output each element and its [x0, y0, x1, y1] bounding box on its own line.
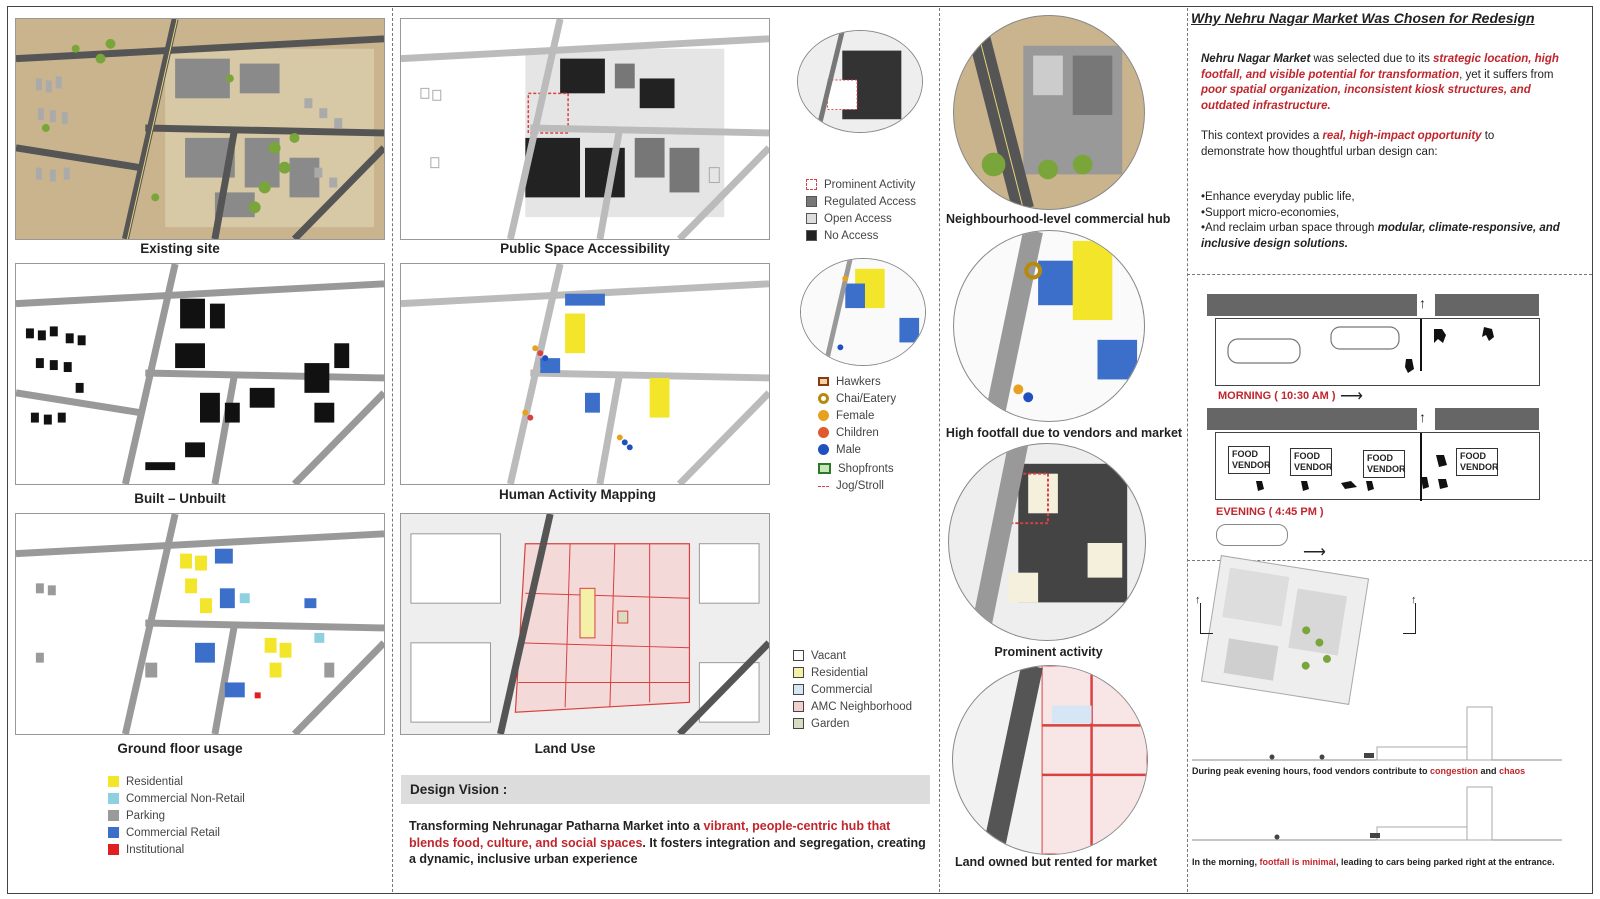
design-vision-text: Transforming Nehrunagar Patharna Market into a vibrant, people-centric hub that blends food, culture, and social spaces. It fosters integration and segregation, creating a dynamic, inclusive urban experience: [409, 819, 926, 866]
legend-item: Chai/Eatery: [818, 390, 896, 407]
legend-item: Male: [818, 441, 896, 458]
section-evening: [1192, 705, 1562, 765]
arrow-right-icon: ⟶: [1340, 388, 1363, 405]
caption-public-space: Public Space Accessibility: [500, 241, 670, 256]
food-vendor-stall: FOOD VENDOR: [1456, 448, 1498, 476]
connector-line: [1403, 603, 1416, 634]
legend-swatch: [806, 230, 817, 241]
legend-item: Commercial Non-Retail: [108, 790, 245, 807]
jog-line-icon: [818, 486, 829, 487]
circle-commercial-hub: [953, 15, 1145, 210]
activity-legend: [818, 373, 896, 494]
legend-swatch: [793, 701, 804, 712]
legend-item: Hawkers: [818, 373, 896, 390]
legend-item: Residential: [793, 664, 912, 681]
building-block: [1207, 408, 1417, 430]
legend-item: Female: [818, 407, 896, 424]
legend-swatch: [108, 827, 119, 838]
arrow-right-icon: ⟶: [1303, 544, 1326, 561]
land-use-legend: [793, 647, 912, 732]
arrow-up-icon: ↑: [1195, 594, 1201, 606]
legend-item: Regulated Access: [806, 193, 916, 210]
building-block: [1207, 294, 1417, 316]
legend-item: Residential: [108, 773, 245, 790]
caption-prominent-activity: Prominent activity: [994, 645, 1103, 659]
built-unbuilt-map: [15, 263, 385, 485]
divider: [1187, 274, 1592, 275]
why-title: Why Nehru Nagar Market Was Chosen for Redesign: [1191, 10, 1535, 26]
legend-item: Vacant: [793, 647, 912, 664]
legend-item: Open Access: [806, 210, 916, 227]
shopfront-icon: [818, 463, 831, 474]
arrow-up-icon: ↑: [1411, 594, 1417, 606]
note-evening: During peak evening hours, food vendors contribute to congestion and chaos: [1192, 766, 1526, 776]
why-text: Nehru Nagar Market was selected due to its strategic location, high footfall, and visible potential for transformation, yet it suffers from poor spatial organization, inconsistent kiosk structures, and outdated infrastructure. This context provides a real, high-impact opportunity to demonstrate how thoughtful urban design can: •Enhance everyday public life, •Support micro-economies, •And reclaim urban space through modular, climate-responsive, and inclusive design solutions.: [1201, 53, 1560, 250]
caption-human-activity: Human Activity Mapping: [498, 487, 656, 502]
legend-item: Children: [818, 424, 896, 441]
legend-item: Institutional: [108, 841, 245, 858]
legend-swatch: [108, 810, 119, 821]
caption-land-owned: Land owned but rented for market: [954, 855, 1158, 869]
public-space-map: [400, 18, 770, 240]
caption-commercial-hub: Neighbourhood-level commercial hub: [946, 212, 1171, 226]
legend-item: Jog/Stroll: [818, 477, 896, 494]
legend-item: Commercial: [793, 681, 912, 698]
food-vendor-stall: FOOD VENDOR: [1363, 450, 1405, 478]
street-morning: [1215, 318, 1540, 386]
legend-swatch: [793, 667, 804, 678]
chai-icon: [818, 393, 829, 404]
morning-label: MORNING ( 10:30 AM ): [1218, 390, 1336, 402]
legend-swatch: [793, 650, 804, 661]
ground-floor-legend: [108, 773, 245, 858]
circle-land-owned: [952, 665, 1148, 855]
design-vision-header: [401, 775, 930, 804]
arrow-up-icon: ↑: [1419, 295, 1426, 311]
circle-prominent-activity: [948, 443, 1146, 641]
design-vision-heading: Design Vision :: [410, 782, 508, 797]
legend-item: No Access: [806, 227, 916, 244]
building-block: [1435, 294, 1539, 316]
building-block: [1435, 408, 1539, 430]
legend-swatch: [806, 213, 817, 224]
female-dot-icon: [818, 410, 829, 421]
section-morning: [1192, 785, 1562, 845]
food-vendor-stall: FOOD VENDOR: [1290, 448, 1332, 476]
legend-item: Parking: [108, 807, 245, 824]
activity-context-circle: [800, 258, 926, 366]
legend-swatch: [806, 196, 817, 207]
divider: [1187, 8, 1188, 892]
access-legend: [806, 176, 916, 244]
aerial-site-view: [1201, 555, 1369, 705]
human-activity-map: [400, 263, 770, 485]
legend-item: Garden: [793, 715, 912, 732]
legend-swatch: [108, 844, 119, 855]
legend-item: Commercial Retail: [108, 824, 245, 841]
access-context-circle: [797, 30, 923, 133]
connector-line: [1200, 603, 1213, 634]
caption-ground-floor: Ground floor usage: [117, 741, 243, 756]
evening-label: EVENING ( 4:45 PM ): [1216, 506, 1324, 518]
male-dot-icon: [818, 444, 829, 455]
ground-floor-map: [15, 513, 385, 735]
legend-swatch: [793, 684, 804, 695]
existing-site-map: [15, 18, 385, 240]
legend-swatch: [108, 776, 119, 787]
caption-high-footfall: High footfall due to vendors and market: [945, 426, 1183, 440]
caption-existing-site: Existing site: [140, 241, 220, 256]
circle-high-footfall: [953, 230, 1145, 422]
legend-item: Prominent Activity: [806, 176, 916, 193]
car-icon: [1216, 524, 1288, 546]
food-vendor-stall: FOOD VENDOR: [1228, 446, 1270, 474]
caption-built-unbuilt: Built – Unbuilt: [134, 491, 226, 506]
legend-swatch: [793, 718, 804, 729]
note-morning: In the morning, footfall is minimal, leading to cars being parked right at the entrance.: [1192, 857, 1555, 867]
legend-swatch: [108, 793, 119, 804]
divider: [939, 8, 940, 892]
legend-item: Shopfronts: [818, 460, 896, 477]
hawker-icon: [818, 377, 829, 386]
legend-item: AMC Neighborhood: [793, 698, 912, 715]
arrow-up-icon: ↑: [1419, 409, 1426, 425]
legend-swatch: [806, 179, 817, 190]
caption-land-use: Land Use: [534, 741, 596, 756]
children-dot-icon: [818, 427, 829, 438]
land-use-map: [400, 513, 770, 735]
divider: [392, 8, 393, 892]
